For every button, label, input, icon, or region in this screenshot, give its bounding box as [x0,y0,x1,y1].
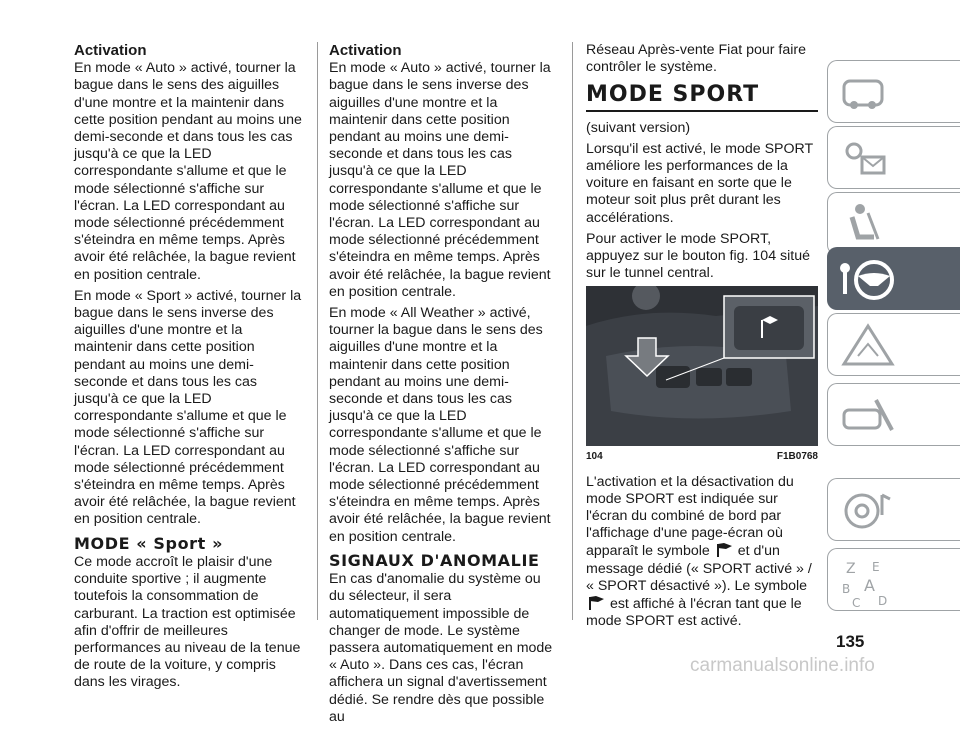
paragraph: En mode « Auto » activé, tourner la bague dans le sens des aiguilles d'une montre et la maintenir dans cette position pendant au moins une demi-seconde et dans tous les cas jusqu'à ce que la LED correspondante s'allume et que le mode sélectionné s'affiche sur l'écran. La LED correspondant au mode sélectionné précédemment s'éteindra en même temps. Après avoir été relâchée, la bague revient en position centrale. [74,60,302,283]
svg-text:A: A [864,576,875,595]
column-left [74,42,302,696]
console-photo [586,286,818,446]
tab-car-dashboard[interactable] [827,60,960,123]
page-number: 135 [836,632,865,651]
tab-settings-music[interactable] [827,478,960,541]
tab-lights-message[interactable] [827,126,960,189]
paragraph: Lorsqu'il est activé, le mode SPORT améliore les performances de la voiture en faisant en sorte que le moteur soit plus prêt durant les accélérations. [586,140,813,226]
heading-signaux-anomalie: SIGNAUX D'ANOMALIE [329,550,540,570]
tab-seat-airbag[interactable] [827,192,960,255]
paragraph: En cas d'anomalie du système ou du sélecteur, il sera automatiquement impossible de changer de mode. Le système passera automatiquement en mode « Auto ». Dans ces cas, l'écran affichera un signal d'avertissement dédié. Se rendre dès que possible au [329,571,553,725]
paragraph: Ce mode accroît le plaisir d'une conduite sportive ; il augmente toutefois la consommation de carburant. La traction est optimisée afin d'offrir de meilleures performances au niveau de la tenue de route de la voiture, y compris dans les virages. [74,553,301,691]
figure-number: 104 [586,451,603,463]
figure-sport-button [586,286,818,446]
paragraph: En mode « Sport » activé, tourner la bague dans le sens inverse des aiguilles d'une montre et la maintenir dans cette position pendant au moins une demi-seconde et dans tous les cas jusqu'à ce que la LED correspondante s'allume et que le mode sélectionné s'affiche sur l'écran. La LED correspondant au mode sélectionné précédemment s'éteindra en même temps. Après avoir été relâchée, la bague revient en position centrale. [74,287,302,528]
svg-text:D: D [878,594,888,608]
heading-mode-sport: MODE « Sport » [74,533,224,553]
heading-mode-sport: MODE SPORT [586,86,818,111]
tab-maintenance[interactable] [827,383,960,446]
svg-text:C: C [852,596,861,609]
column-right [586,42,818,634]
lights-message-icon [838,133,888,183]
paragraph: Pour activer le mode SPORT, appuyez sur le bouton fig. 104 situé sur le tunnel central. [586,230,811,282]
sport-flag-icon [586,595,606,611]
column-divider [317,42,318,620]
sport-flag-icon [714,542,734,558]
key-steering-wheel-icon [838,254,898,304]
svg-text:B: B [842,582,851,596]
paragraph: (suivant version) [586,119,691,136]
svg-text:E: E [872,560,880,574]
warning-triangle-icon [838,320,898,370]
figure-caption [586,448,818,465]
seat-airbag-icon [838,199,888,249]
column-middle [329,42,557,730]
paragraph: L'activation et la désactivation du mode SPORT est indiquée sur l'écran du combiné de bord par l'affichage d'une page-écran où apparaît le symbole et d'un message dédié (« SPORT activé » / « SPORT désactivé »). Le symbole est affiché à l'écran tant que le mode SPORT est activé. [586,473,812,630]
watermark: carmanualsonline.info [690,655,875,676]
paragraph: En mode « All Weather » activé, tourner la bague dans le sens des aiguilles d'une montre et la maintenir dans cette position pendant au moins une demi-seconde et dans tous les cas jusqu'à ce que la LED correspondante s'allume et que le mode sélectionné s'affiche sur l'écran. La LED correspondant au mode sélectionné précédemment s'éteindra en même temps. Après avoir été relâchée, la bague revient en position centrale. [329,305,551,545]
wrench-car-icon [838,390,898,440]
car-dashboard-icon [838,67,888,117]
heading-activation: Activation [329,42,402,59]
paragraph: Réseau Après-vente Fiat pour faire contrôler le système. [586,42,807,76]
figure-code: F1B0768 [776,451,818,463]
paragraph: En mode « Auto » activé, tourner la bague dans le sens inverse des aiguilles d'une montre et la maintenir dans cette position pendant au moins une demi-seconde et dans tous les cas jusqu'à ce que la LED correspondante s'allume et que le mode sélectionné s'affiche sur l'écran. La LED correspondant au mode sélectionné précédemment s'éteindra en même temps. Après avoir été relâchée, la bague revient en position centrale. [329,60,551,300]
tab-key-steering[interactable] [827,247,960,310]
svg-text:Z: Z [846,561,856,577]
settings-music-icon [838,485,898,535]
tab-alphabetical-index[interactable] [827,548,960,611]
heading-activation: Activation [74,42,147,59]
column-divider [572,42,573,620]
alphabet-index-icon [838,555,898,609]
tab-warning[interactable] [827,313,960,376]
